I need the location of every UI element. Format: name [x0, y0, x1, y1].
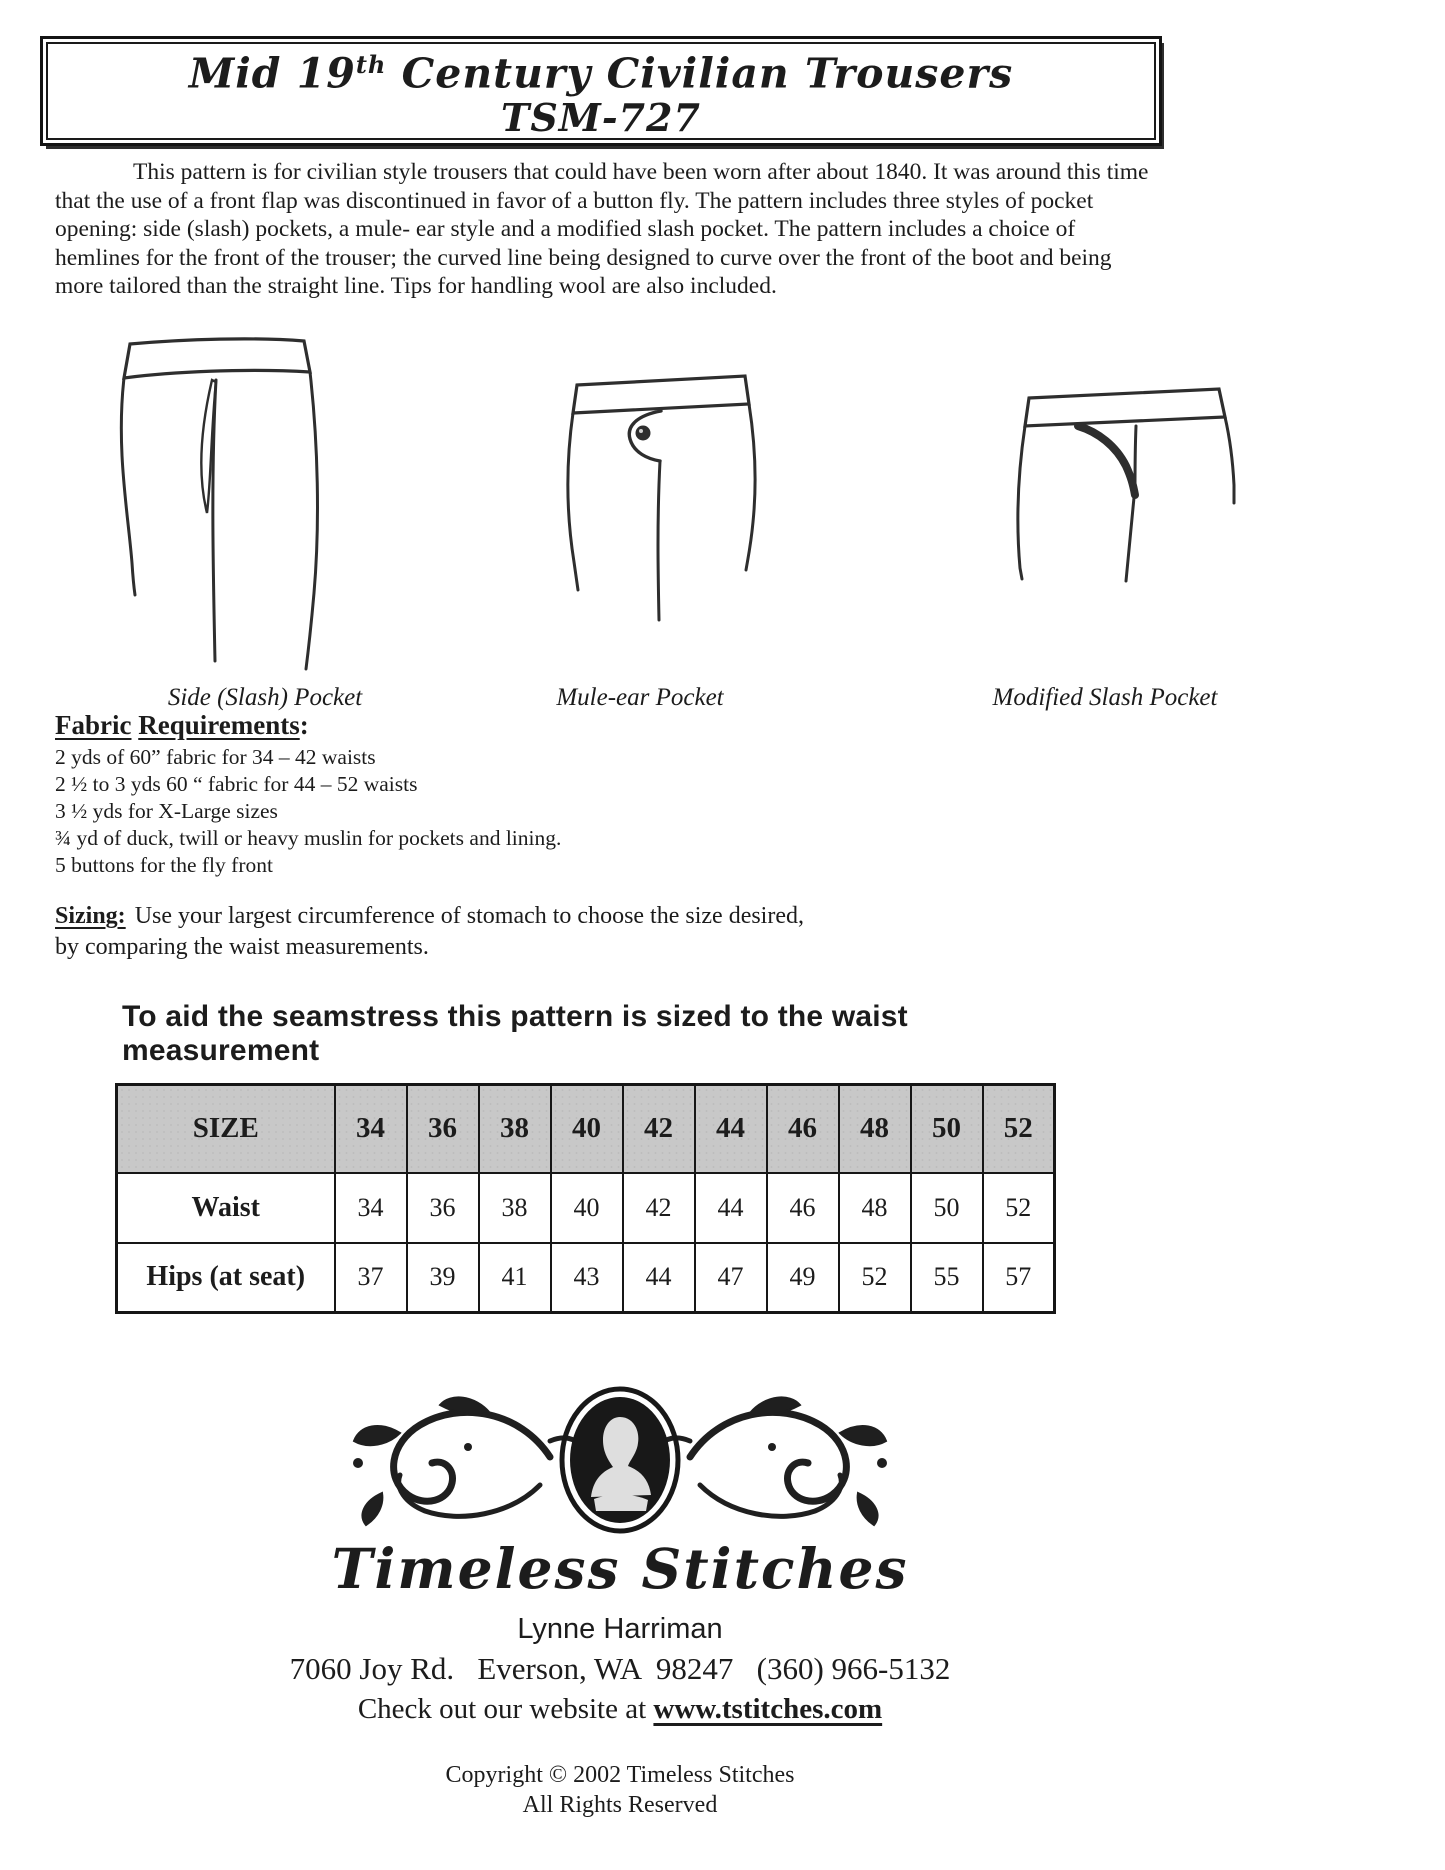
brand-name: Timeless Stitches: [331, 1536, 909, 1601]
waist-value: 50: [911, 1173, 983, 1243]
size-column-header: 36: [407, 1085, 479, 1173]
caption-side-slash-pocket: Side (Slash) Pocket: [167, 684, 363, 711]
caption-modified-slash-pocket: Modified Slash Pocket: [992, 684, 1218, 711]
size-column-header: 50: [911, 1085, 983, 1173]
size-column-header: 40: [551, 1085, 623, 1173]
size-column-header: 34: [335, 1085, 407, 1173]
hips-value: 44: [623, 1243, 695, 1313]
title-superscript: th: [355, 49, 387, 79]
caption-mule-ear-pocket: Mule-ear Pocket: [556, 684, 724, 711]
waist-value: 36: [407, 1173, 479, 1243]
sizing-note: [55, 901, 955, 963]
fabric-item: ¾ yd of duck, twill or heavy muslin for pockets and lining.: [55, 826, 562, 850]
hips-value: 47: [695, 1243, 767, 1313]
title-text-post: Century Civilian Trousers: [386, 49, 1014, 98]
size-column-header: 38: [479, 1085, 551, 1173]
size-column-header: 42: [623, 1085, 695, 1173]
fabric-heading-word2: Requirements: [138, 710, 300, 740]
website-prefix: Check out our website at: [357, 1693, 654, 1725]
copyright-line: Copyright © 2002 Timeless Stitches: [445, 1762, 795, 1788]
waist-value: 44: [695, 1173, 767, 1243]
fabric-item: 5 buttons for the fly front: [55, 853, 273, 877]
hips-value: 37: [335, 1243, 407, 1313]
intro-paragraph: This pattern is for civilian style trousers that could have been worn after about 1840. It was around this time that the use of a front flap was discontinued in favor of a button fly. The pattern includes three styles of pocket opening: side (slash) pockets, a mule- ear style and a modified slash pocket. The pattern includes a choice of hemlines for the front of the trouser; the curved line being designed to curve over the front of the boot and being more tailored than the straight line. Tips for handling wool are also included.: [55, 159, 1149, 299]
size-column-header: 46: [767, 1085, 839, 1173]
modified-slash-pocket-sketch: [1012, 381, 1246, 609]
hips-value: 55: [911, 1243, 983, 1313]
waist-value: 52: [983, 1173, 1055, 1243]
fabric-requirements-list: [55, 744, 855, 879]
size-table-header-label: SIZE: [117, 1085, 335, 1173]
hips-value: 52: [839, 1243, 911, 1313]
cameo-ornament-logo: [342, 1383, 898, 1535]
pattern-number: TSM-727: [501, 95, 701, 141]
fabric-requirements-section: [55, 710, 855, 879]
size-table-heading: To aid the seamstress this pattern is sized to the waist measurement: [122, 1000, 908, 1067]
table-row-hips: [117, 1243, 1055, 1313]
hips-row-label: Hips (at seat): [117, 1243, 335, 1313]
title-box-inner-border: [46, 42, 1156, 140]
fabric-requirements-heading: [55, 710, 855, 741]
side-slash-pocket-sketch: [106, 331, 332, 679]
waist-value: 46: [767, 1173, 839, 1243]
title-box: [40, 36, 1162, 146]
size-column-header: 52: [983, 1085, 1055, 1173]
hips-value: 43: [551, 1243, 623, 1313]
hips-value: 57: [983, 1243, 1055, 1313]
table-row-waist: [117, 1173, 1055, 1243]
rights-line: All Rights Reserved: [522, 1792, 718, 1818]
hips-value: 39: [407, 1243, 479, 1313]
waist-value: 38: [479, 1173, 551, 1243]
title-text-pre: Mid 19: [188, 49, 356, 98]
website-link[interactable]: www.tstitches.com: [653, 1693, 883, 1725]
owner-name: Lynne Harriman: [517, 1613, 723, 1645]
waist-value: 42: [623, 1173, 695, 1243]
mule-ear-pocket-sketch: [562, 370, 762, 632]
waist-value: 40: [551, 1173, 623, 1243]
hips-value: 41: [479, 1243, 551, 1313]
hips-value: 49: [767, 1243, 839, 1313]
address-line: 7060 Joy Rd. Everson, WA 98247 (360) 966-5132: [289, 1651, 951, 1686]
footer: [0, 1383, 1240, 1820]
sizing-text-line1: Use your largest circumference of stomach to choose the size desired,: [134, 903, 804, 929]
waist-value: 34: [335, 1173, 407, 1243]
size-column-header: 44: [695, 1085, 767, 1173]
size-table-header-row: [117, 1085, 1055, 1173]
page-title: [189, 42, 1013, 97]
fabric-item: 2 yds of 60” fabric for 34 – 42 waists: [55, 745, 376, 769]
waist-value: 48: [839, 1173, 911, 1243]
fabric-item: 3 ½ yds for X-Large sizes: [55, 799, 278, 823]
sizing-text-line2: by comparing the waist measurements.: [55, 934, 429, 960]
sizing-label: Sizing:: [55, 903, 126, 929]
website-line: [0, 1693, 1240, 1726]
fabric-item: 2 ½ to 3 yds 60 “ fabric for 44 – 52 waists: [55, 772, 418, 796]
fabric-heading-word1: Fabric: [55, 710, 132, 740]
waist-row-label: Waist: [117, 1173, 335, 1243]
size-table: [115, 1083, 1056, 1314]
fabric-heading-colon: :: [299, 710, 309, 740]
size-column-header: 48: [839, 1085, 911, 1173]
